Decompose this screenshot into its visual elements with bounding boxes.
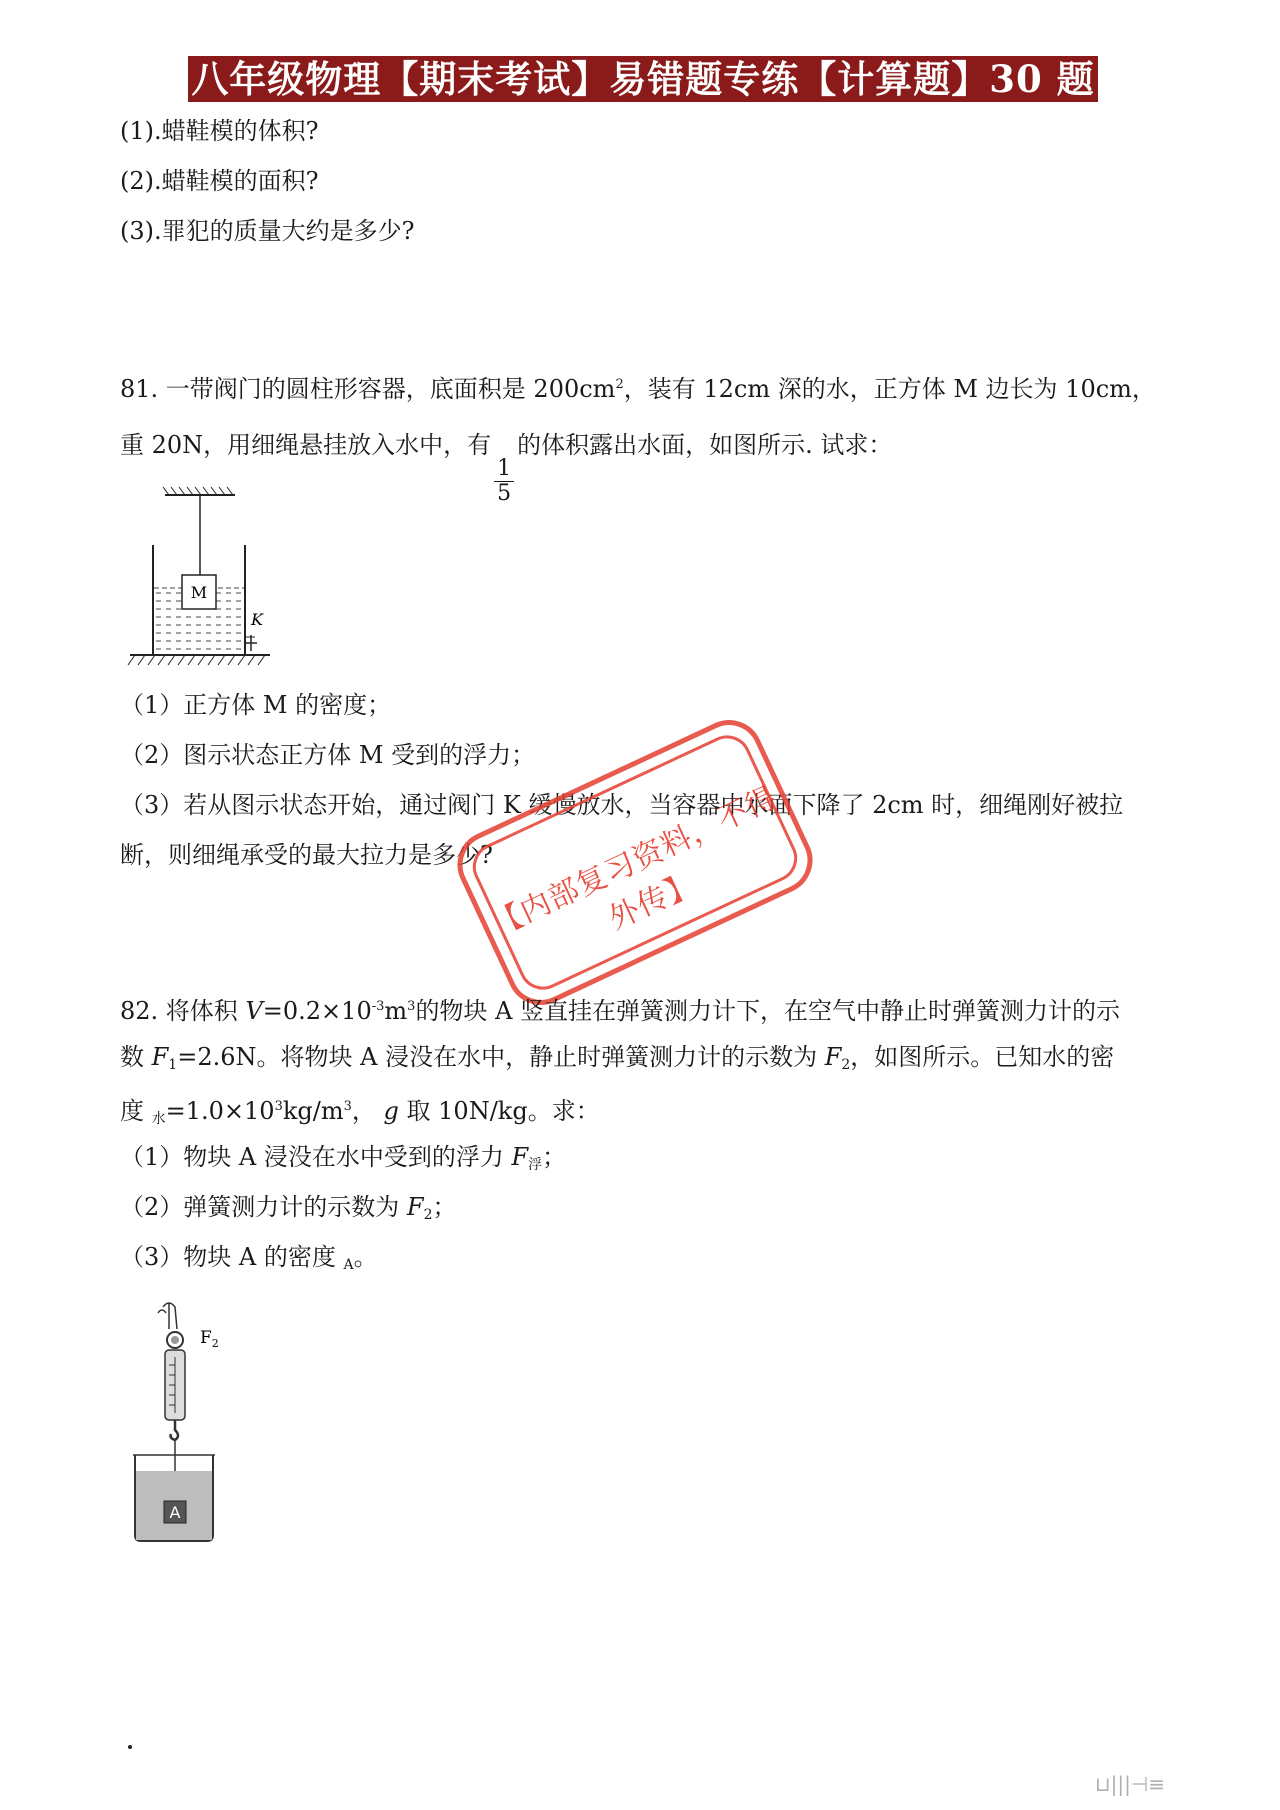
subscript: 1 xyxy=(168,1057,178,1073)
problem-82-sub-2 xyxy=(120,1190,456,1232)
problem-81-sub-2: （2）图示状态正方体 M 受到的浮力； xyxy=(120,741,536,769)
force-label-f2: $F_2$ xyxy=(200,1328,219,1350)
problem-82-text: ，如图所示。已知水的密 xyxy=(850,1043,1115,1071)
problem-82-text: 数 xyxy=(120,1043,152,1071)
problem-82-text: 的物块 A 竖直挂在弹簧测力计下，在空气中静止时弹簧测力计的示 xyxy=(415,997,1121,1025)
superscript: 2 xyxy=(615,377,624,392)
valve-k-label: K xyxy=(251,610,263,629)
problem-82-text: （1）物块 A 浸没在水中受到的浮力 xyxy=(120,1143,512,1171)
variable-f: F xyxy=(151,1043,169,1071)
problem-82-sub-3 xyxy=(120,1240,378,1282)
variable-g: g xyxy=(383,1097,399,1125)
problem-82-text: 取 10N/kg。求： xyxy=(398,1097,600,1125)
subscript: 2 xyxy=(841,1057,851,1073)
problem-81-sub-3b: 断，则细绳承受的最大拉力是多少? xyxy=(120,841,493,869)
prev-question-3: (3).罪犯的质量大约是多少? xyxy=(120,217,415,245)
problem-82-text: =0.2×10 xyxy=(262,997,372,1025)
fraction-numerator: 1 xyxy=(494,457,514,482)
problem-82-text: 。 xyxy=(353,1243,378,1271)
variable-f: F xyxy=(406,1193,424,1221)
problem-81-line-1 xyxy=(120,368,1156,406)
page-dot xyxy=(128,1745,132,1749)
superscript: 3 xyxy=(274,1099,283,1114)
problem-81-text: ，装有 12cm 深的水，正方体 M 边长为 10cm， xyxy=(623,375,1156,403)
problem-82-line-3 xyxy=(120,1090,600,1136)
figure-81-container-diagram xyxy=(125,485,285,675)
prev-question-2: (2).蜡鞋模的面积? xyxy=(120,167,319,195)
problem-82-text: m xyxy=(384,997,408,1025)
ground xyxy=(128,655,270,665)
problem-82-text: 度 xyxy=(120,1097,152,1125)
cube-m-label: M xyxy=(190,583,208,602)
figure-82-spring-scale-diagram xyxy=(125,1295,255,1555)
stamp-text: 【内部复习资料，不得外传】 xyxy=(486,780,783,943)
subscript: A xyxy=(343,1257,354,1273)
scale-hook xyxy=(171,1420,179,1440)
problem-82-sub-1 xyxy=(120,1140,566,1182)
problem-81-text: 的体积露出水面，如图所示. 试求： xyxy=(517,431,893,459)
valve-k xyxy=(245,635,257,651)
block-a-label: A xyxy=(169,1503,181,1522)
problem-81-sub-3a: （3）若从图示状态开始，通过阀门 K 缓慢放水，当容器中水面下降了 2cm 时，细绳刚好被拉 xyxy=(120,791,1124,819)
problem-82-text: 82. 将体积 xyxy=(120,997,246,1025)
superscript: -3 xyxy=(371,999,385,1014)
subscript: 浮 xyxy=(528,1157,543,1173)
variable-v: V xyxy=(245,997,263,1025)
variable-f: F xyxy=(824,1043,842,1071)
problem-82-text: =2.6N。将物块 A 浸没在水中，静止时弹簧测力计的示数为 xyxy=(177,1043,825,1071)
page-flip-icon[interactable]: ⊔|||⊣≡ xyxy=(1095,1772,1165,1796)
problem-82-text: ； xyxy=(542,1143,567,1171)
subscript: 水 xyxy=(151,1111,166,1127)
problem-81-text: 81. 一带阀门的圆柱形容器，底面积是 200cm xyxy=(120,375,616,403)
subscript: 2 xyxy=(423,1207,433,1223)
superscript: 3 xyxy=(343,1099,352,1114)
superscript: 3 xyxy=(407,999,416,1014)
page-title: 八年级物理【期末考试】易错题专练【计算题】30 题 xyxy=(188,56,1098,102)
problem-81-text: 重 20N，用细绳悬挂放入水中，有 xyxy=(120,431,492,459)
fraction xyxy=(494,457,514,506)
ceiling xyxy=(163,487,235,495)
problem-82-text: =1.0×10 xyxy=(165,1097,275,1125)
problem-82-line-1 xyxy=(120,990,1120,1028)
fraction-denominator: 5 xyxy=(497,481,512,506)
problem-82-text: ； xyxy=(432,1193,457,1221)
problem-82-text: （3）物块 A 的密度 xyxy=(120,1243,344,1271)
variable-f: F xyxy=(511,1143,529,1171)
hand-icon xyxy=(158,1303,177,1329)
problem-82-text: ， xyxy=(351,1097,384,1125)
prev-question-1: (1).蜡鞋模的体积? xyxy=(120,117,319,145)
problem-82-text: kg/m xyxy=(282,1097,344,1125)
problem-82-text: （2）弹簧测力计的示数为 xyxy=(120,1193,407,1221)
problem-81-sub-1: （1）正方体 M 的密度； xyxy=(120,691,392,719)
problem-82-line-2 xyxy=(120,1040,1114,1082)
